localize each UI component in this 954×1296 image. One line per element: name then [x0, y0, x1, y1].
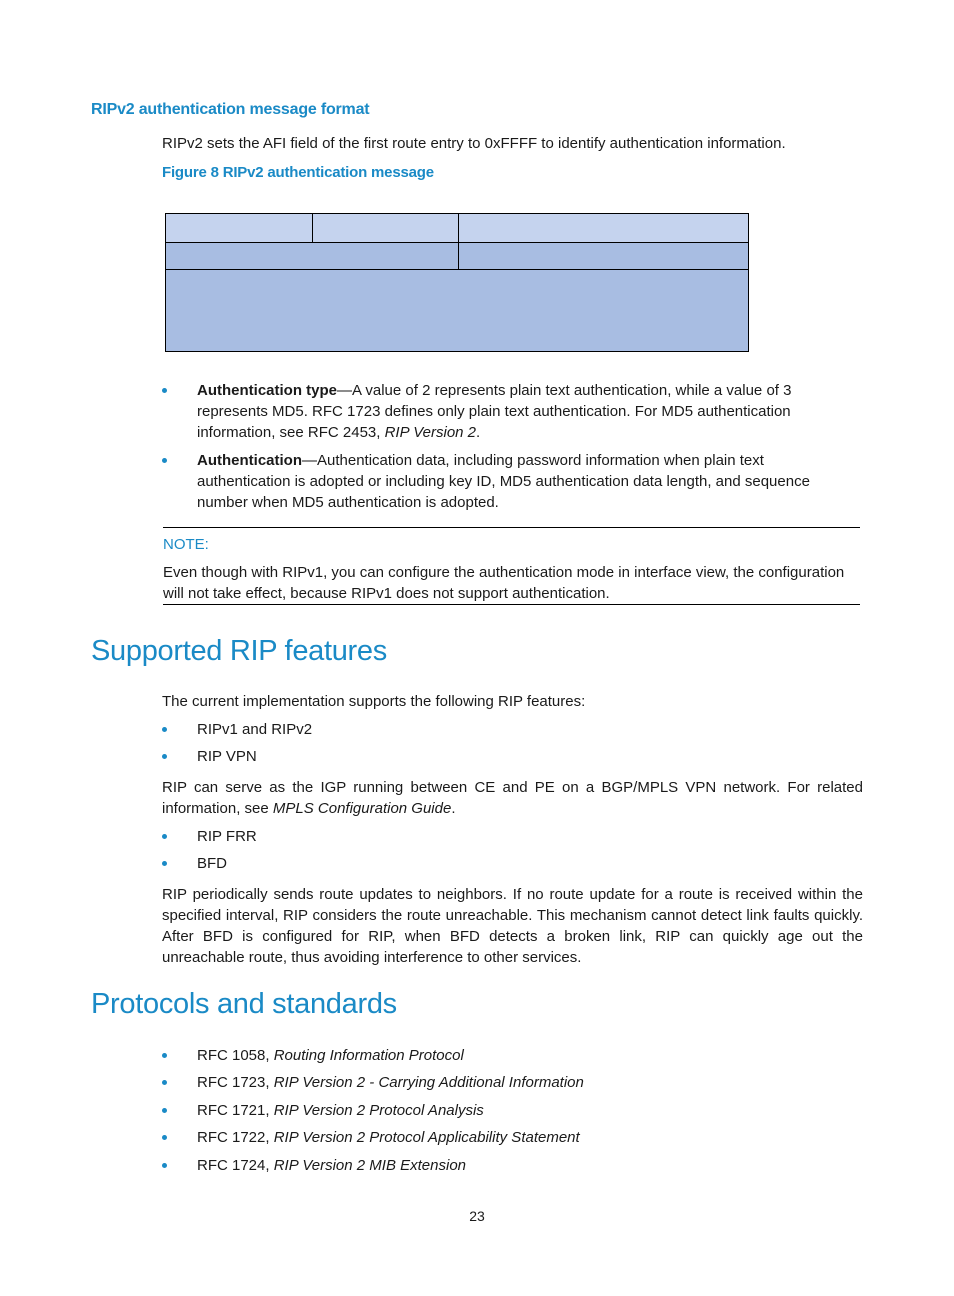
vpn-text: RIP can serve as the IGP running between CE and PE on a BGP/MPLS VPN network. For related information, see — [162, 779, 863, 817]
standards-heading: Protocols and standards — [91, 988, 397, 1020]
features-heading: Supported RIP features — [91, 635, 387, 667]
feature-label: RIPv1 and RIPv2 — [197, 721, 313, 738]
bullet-term: Authentication type — [197, 382, 338, 399]
bullet-icon — [162, 388, 167, 393]
features-list-2 — [162, 826, 822, 874]
vpn-italic: MPLS Configuration Guide — [272, 800, 452, 817]
bullet-icon — [162, 861, 167, 866]
list-item — [162, 746, 822, 767]
rfc-number: RFC 1058, — [197, 1047, 274, 1064]
figure-cell-row1-b — [312, 213, 459, 243]
rfc-number: RFC 1721, — [197, 1102, 274, 1119]
standards-list — [162, 1045, 822, 1176]
bullet-icon — [162, 1053, 167, 1058]
features-intro: The current implementation supports the following RIP features: — [162, 693, 586, 710]
features-list-1 — [162, 719, 822, 767]
bullet-icon — [162, 1080, 167, 1085]
list-item — [162, 1072, 822, 1093]
bullet-icon — [162, 727, 167, 732]
rfc-number: RFC 1723, — [197, 1074, 274, 1091]
section-intro: RIPv2 sets the AFI field of the first route entry to 0xFFFF to identify authentication information. — [162, 135, 786, 152]
bullet-italic: RIP Version 2 — [384, 424, 477, 441]
list-item — [162, 1045, 822, 1066]
note-top-rule — [163, 527, 860, 528]
note-bottom-rule — [163, 604, 860, 605]
list-item — [162, 380, 822, 443]
bfd-paragraph: RIP periodically sends route updates to neighbors. If no route update for a route is received within the specified interval, RIP considers the route unreachable. This mechanism cannot detect link faults quickly. After BFD is configured for RIP, when BFD detects a broken link, RIP can quickly age out the unreachable route, thus avoiding interference to other services. — [162, 886, 863, 966]
list-item — [162, 719, 822, 740]
rfc-title: Routing Information Protocol — [273, 1047, 464, 1064]
note-text: Even though with RIPv1, you can configure the authentication mode in interface view, the configuration will not take effect, because RIPv1 does not support authentication. — [163, 564, 845, 602]
bullet-text: —A value of 2 represents plain text authentication, while a value of 3 represents MD5. RFC 1723 defines only plain text authentication. For MD5 authentication information, see RFC 2453, — [197, 382, 792, 441]
auth-message-figure — [165, 213, 749, 352]
rfc-title: RIP Version 2 Protocol Applicability Statement — [273, 1129, 580, 1146]
list-item — [162, 1100, 822, 1121]
bullet-text: —Authentication data, including password information when plain text authentication is adopted or including key ID, MD5 authentication data length, and sequence number when MD5 authentication is adopted. — [197, 452, 810, 511]
figure-cell-row3 — [165, 269, 749, 352]
figure-cell-row2-a — [165, 242, 459, 270]
bullet-icon — [162, 1108, 167, 1113]
vpn-tail: . — [451, 800, 456, 817]
page-number: 23 — [469, 1208, 485, 1224]
bullet-tail: . — [476, 424, 481, 441]
figure-cell-row1-c — [458, 213, 749, 243]
rfc-number: RFC 1724, — [197, 1157, 274, 1174]
rfc-title: RIP Version 2 - Carrying Additional Information — [273, 1074, 584, 1091]
section-heading: RIPv2 authentication message format — [91, 101, 370, 118]
feature-label: RIP VPN — [197, 748, 257, 765]
bullet-icon — [162, 1135, 167, 1140]
rfc-title: RIP Version 2 Protocol Analysis — [273, 1102, 484, 1119]
list-item — [162, 1127, 822, 1148]
rfc-number: RFC 1722, — [197, 1129, 274, 1146]
bullet-icon — [162, 754, 167, 759]
figure-cell-row1-a — [165, 213, 313, 243]
list-item — [162, 853, 822, 874]
auth-bullet-list — [162, 380, 822, 513]
rfc-title: RIP Version 2 MIB Extension — [273, 1157, 467, 1174]
list-item — [162, 450, 822, 513]
vpn-paragraph — [162, 777, 863, 819]
bullet-icon — [162, 1163, 167, 1168]
note-label: NOTE: — [163, 536, 209, 553]
figure-caption: Figure 8 RIPv2 authentication message — [162, 164, 434, 181]
feature-label: RIP FRR — [197, 828, 257, 845]
list-item — [162, 826, 822, 847]
bullet-icon — [162, 458, 167, 463]
feature-label: BFD — [197, 855, 227, 872]
bullet-term: Authentication — [197, 452, 302, 469]
bullet-icon — [162, 834, 167, 839]
figure-cell-row2-b — [458, 242, 749, 270]
list-item — [162, 1155, 822, 1176]
